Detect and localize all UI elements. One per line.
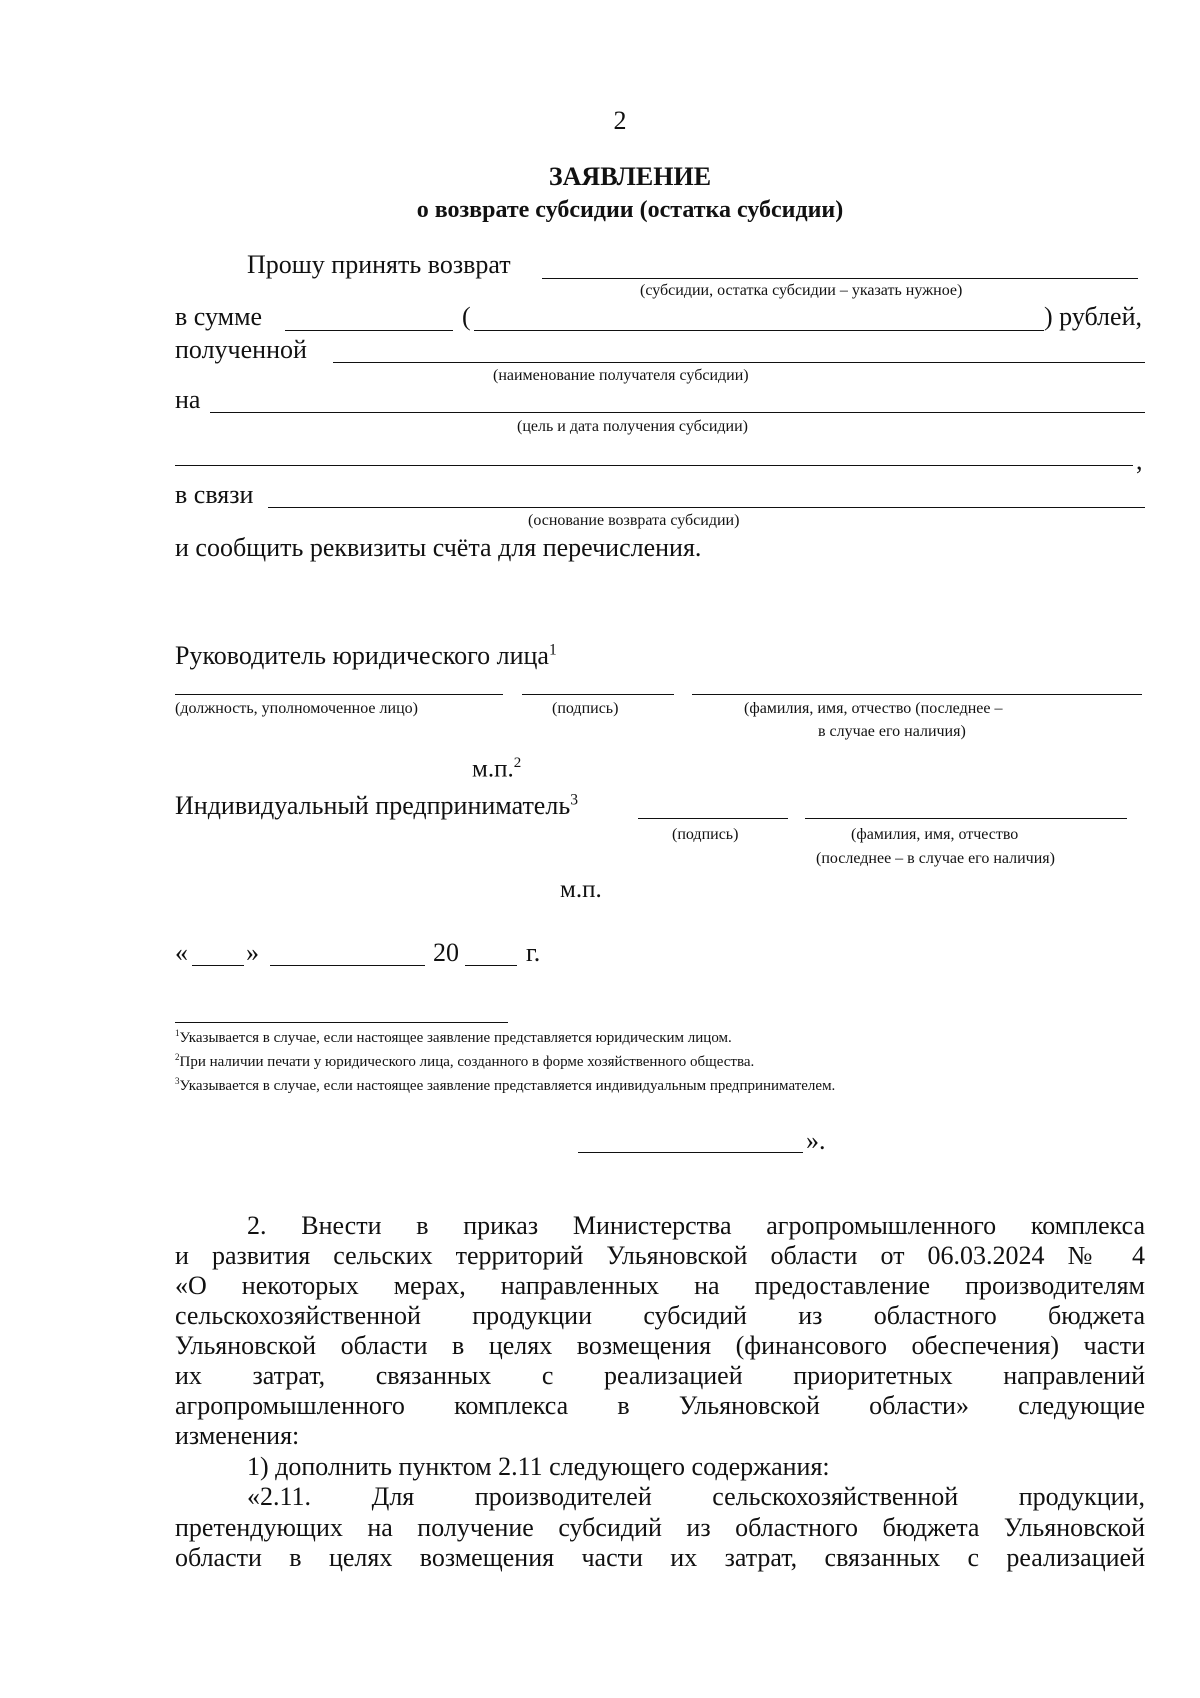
ip-fio-line <box>805 818 1127 819</box>
closing-quote: ». <box>806 1126 826 1155</box>
p211-line-3: области в целях возмещения части их затрат, связанных с реализацией <box>175 1543 1145 1572</box>
p2-line-3: «О некоторых мерах, направленных на предоставление производителям <box>175 1271 1145 1300</box>
sum-paren-open: ( <box>462 302 471 331</box>
sum-digits-line <box>285 330 453 331</box>
entrepreneur-label: Индивидуальный предприниматель$^3$ <box>175 791 578 820</box>
p2-line-8: изменения: <box>175 1421 300 1450</box>
received-caption: (наименование получателя субсидии) <box>493 367 749 384</box>
purpose-caption: (цель и дата получения субсидии) <box>517 418 748 435</box>
p2-line-5: Ульяновской области в целях возмещения (финансового обеспечения) части <box>175 1331 1145 1360</box>
date-close: » <box>246 938 259 967</box>
stamp-1: м.п.$^2$ <box>472 755 522 783</box>
purpose-fill-line <box>210 412 1145 413</box>
p2-line-7: агропромышленного комплекса в Ульяновской области» следующие <box>175 1391 1145 1420</box>
date-month-line <box>270 965 425 966</box>
date-suffix: г. <box>526 938 541 967</box>
purpose-label: на <box>175 385 201 414</box>
p211-line-1: «2.11. Для производителей сельскохозяйственной продукции, <box>247 1482 1145 1511</box>
caption-fio-ip-1: (фамилия, имя, отчество <box>851 826 1019 843</box>
received-fill-line <box>333 362 1145 363</box>
fio-line <box>692 694 1142 695</box>
p2-line-4: сельскохозяйственной продукции субсидий из областного бюджета <box>175 1301 1145 1330</box>
reason-fill-line <box>268 507 1145 508</box>
page-number: 2 <box>613 106 627 135</box>
stamp-2: м.п. <box>560 876 602 903</box>
p2-line-1: 2. Внести в приказ Министерства агропромышленного комплекса <box>247 1211 1145 1240</box>
p211-line-2: претендующих на получение субсидий из областного бюджета Ульяновской <box>175 1513 1145 1542</box>
caption-position: (должность, уполномоченное лицо) <box>175 700 418 717</box>
sum-currency: ) рублей, <box>1044 302 1142 331</box>
footnote-3: $^3$Указывается в случае, если настоящее заявление представляется индивидуальным предпринимателем. <box>175 1076 836 1094</box>
footnote-2: $^2$При наличии печати у юридического лица, созданного в форме хозяйственного общества. <box>175 1052 755 1070</box>
closing-fill-line <box>578 1152 803 1153</box>
date-year: 20 <box>433 938 459 967</box>
sum-label: в сумме <box>175 302 263 331</box>
date-year-line <box>465 965 517 966</box>
received-label: полученной <box>175 335 307 364</box>
footnote-mark-3: 3 <box>570 791 578 809</box>
reason-caption: (основание возврата субсидии) <box>528 512 740 529</box>
purpose-comma: , <box>1136 446 1143 475</box>
request-fill-line <box>542 278 1138 279</box>
footnote-mark-1: 1 <box>548 641 557 659</box>
date-open: « <box>175 938 188 967</box>
request-label: Прошу принять возврат <box>247 250 511 279</box>
caption-signature: (подпись) <box>552 700 619 717</box>
caption-fio-2: в случае его наличия) <box>818 723 966 740</box>
caption-fio-1: (фамилия, имя, отчество (последнее – <box>744 700 1003 717</box>
reason-label: в связи <box>175 480 254 509</box>
ip-signature-line <box>638 818 788 819</box>
signature-line <box>522 694 674 695</box>
closing-line: и сообщить реквизиты счёта для перечисления. <box>175 533 702 562</box>
form-title: ЗАЯВЛЕНИЕ <box>548 162 712 191</box>
sum-words-line <box>474 330 1044 331</box>
item-1: 1) дополнить пунктом 2.11 следующего содержания: <box>247 1452 830 1481</box>
footnote-separator <box>175 1022 508 1023</box>
caption-signature-2: (подпись) <box>672 826 739 843</box>
position-line <box>175 694 503 695</box>
footnote-mark-2: 2 <box>513 755 522 771</box>
legal-head-label: Руководитель юридического лица$^1$ <box>175 641 557 670</box>
caption-fio-ip-2: (последнее – в случае его наличия) <box>816 850 1055 867</box>
p2-line-6: их затрат, связанных с реализацией приоритетных направлений <box>175 1361 1145 1390</box>
request-caption: (субсидии, остатка субсидии – указать нужное) <box>640 282 963 299</box>
p2-line-2: и развития сельских территорий Ульяновской области от 06.03.2024 № 4 <box>175 1241 1145 1270</box>
purpose-fill-line-2 <box>175 465 1133 466</box>
form-subtitle: о возврате субсидии (остатка субсидии) <box>416 197 844 223</box>
footnote-1: $^1$Указывается в случае, если настоящее заявление представляется юридическим лицом. <box>175 1028 732 1046</box>
date-day-line <box>192 965 244 966</box>
